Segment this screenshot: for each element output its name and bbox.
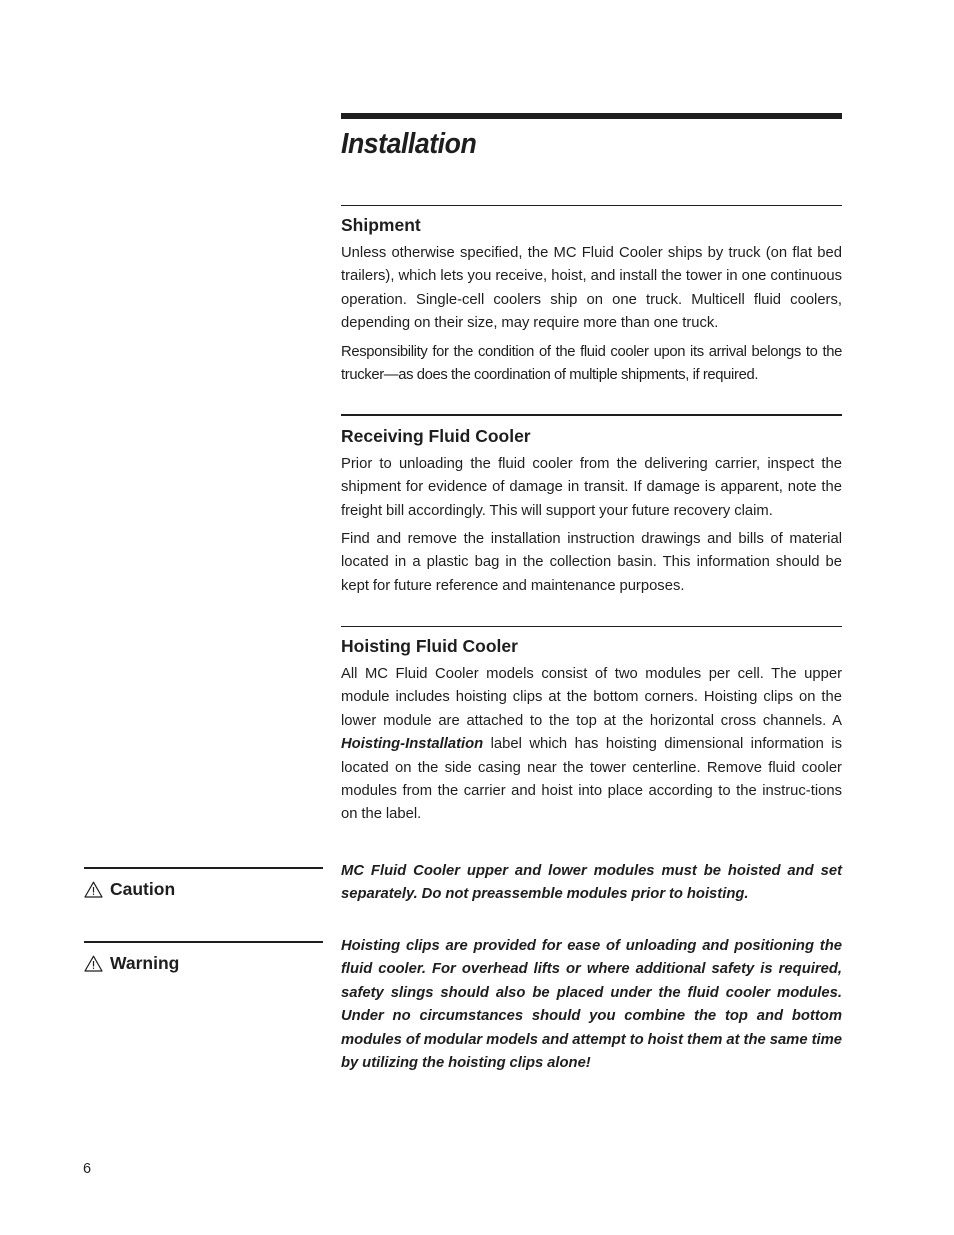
warning-rule [84,941,323,943]
hoisting-heading: Hoisting Fluid Cooler [341,636,518,656]
hoisting-text-before: All MC Fluid Cooler models consist of two modules per cell. The upper module includes hoisting clips at the bottom corners. Hoisting clips on the lower module are attached to the top at the horizontal cross channels. A [341,666,842,729]
shipment-heading: Shipment [341,215,421,235]
shipment-paragraph-2: Responsibility for the condition of the fluid cooler upon its arrival belongs to the trucker—as does the coordination of multiple shipments, if required. [341,344,842,384]
caution-label [84,879,175,900]
page-number: 6 [83,1161,92,1177]
caution-triangle-icon [84,881,103,898]
receiving-paragraph-2: Find and remove the installation instruction drawings and bills of material located in a plastic bag in the collection basin. This information should be kept for future reference and maintenance purposes. [341,531,842,594]
warning-text: Hoisting clips are provided for ease of unloading and positioning the fluid cooler. For overhead lifts or where additional safety is required, safety slings should also be placed under the fluid cooler modules. Under no circumstances should you combine the top and bottom modules of modular models and attempt to hoist them at the same time by utilizing the hoisting clips alone! [341,938,842,1072]
receiving-paragraph-1: Prior to unloading the fluid cooler from the delivering carrier, inspect the shipment for evidence of damage in transit. If damage is apparent, note the freight bill accordingly. This will support your future recovery claim. [341,456,842,519]
hoisting-text-after: label which has hoisting dimensional information is located on the side casing near the tower centerline. Remove fluid cooler modules from the carrier and hoist into place according to the instruc-tions on the label. [341,736,842,823]
receiving-heading: Receiving Fluid Cooler [341,426,531,446]
hoisting-installation-label: Hoisting-Installation [341,736,484,753]
page-title: Installation [341,128,477,160]
warning-label-text: Warning [110,953,180,973]
warning-triangle-icon [84,955,103,972]
receiving-rule [341,414,842,416]
hoisting-paragraph [341,663,842,827]
shipment-paragraph-1: Unless otherwise specified, the MC Fluid Cooler ships by truck (on flat bed trailers), which lets you receive, hoist, and install the tower in one continuous operation. Single-cell coolers ship on one truck. Multicell fluid coolers, depending on their size, may require more than one truck. [341,245,842,332]
caution-rule [84,867,323,869]
caution-text: MC Fluid Cooler upper and lower modules must be hoisted and set separately. Do not preassemble modules prior to hoisting. [341,863,842,903]
hoisting-rule [341,626,842,627]
title-rule [341,113,842,119]
shipment-rule [341,205,842,206]
caution-label-text: Caution [110,879,176,899]
warning-label [84,953,179,974]
